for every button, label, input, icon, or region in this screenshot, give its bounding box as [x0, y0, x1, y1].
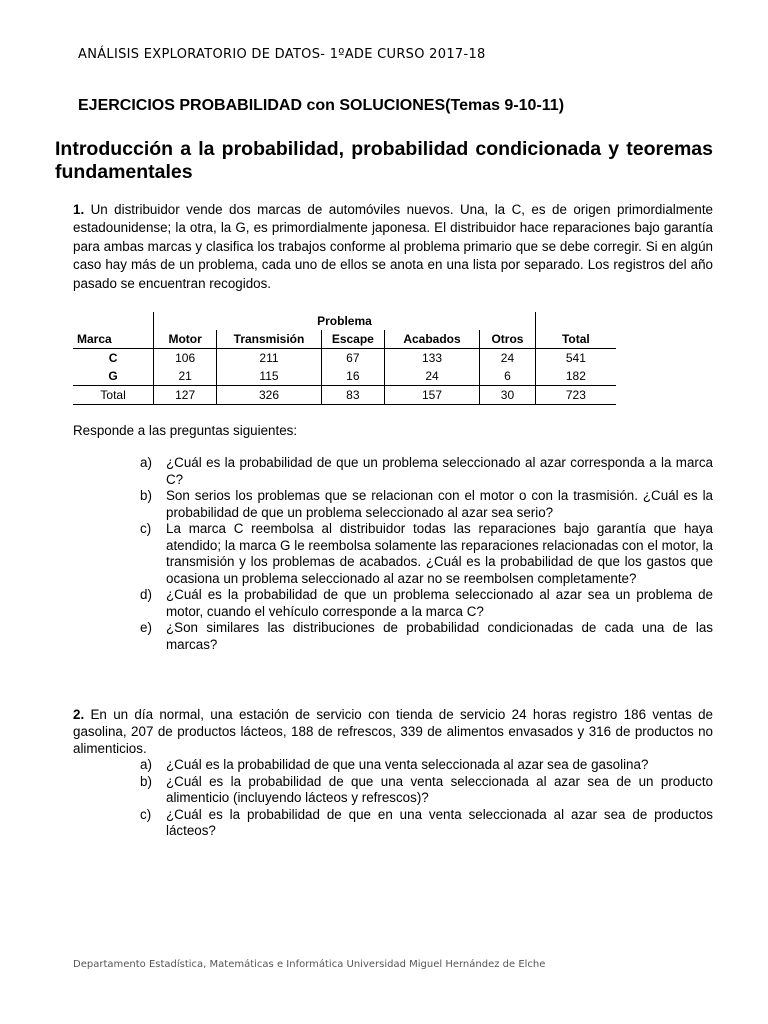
row-label: G [108, 369, 118, 383]
question-item [140, 774, 713, 807]
question-label: a) [140, 455, 152, 470]
question-item [140, 488, 713, 521]
exercise-1-instruction: Responde a las preguntas siguientes: [73, 423, 298, 438]
problems-table [73, 312, 616, 405]
row-label: C [108, 351, 118, 365]
question-text: ¿Cuál es la probabilidad de que una venta seleccionada al azar sea de gasolina? [166, 757, 649, 772]
table-cell: 30 [480, 386, 536, 405]
exercise-1-number: 1. [73, 202, 85, 217]
column-header: Motor [154, 330, 217, 349]
row-label: Total [73, 386, 154, 405]
question-label: c) [140, 806, 152, 822]
document-title: EJERCICIOS PROBABILIDAD con SOLUCIONES(Temas 9-10-11) [78, 97, 565, 114]
table-total-row [73, 386, 616, 405]
question-text: ¿Cuál es la probabilidad de que un problema seleccionado al azar sea un problema de motor, cuando el vehículo corresponde a la marca C? [166, 587, 713, 619]
question-text: Son serios los problemas que se relacionan con el motor o con la trasmisión. ¿Cuál es la probabilidad de que un problema seleccionado al azar sea serio? [166, 488, 713, 520]
column-header: Otros [480, 330, 536, 349]
table-cell: 723 [535, 386, 616, 405]
table-cell: 157 [384, 386, 479, 405]
question-item [140, 521, 713, 587]
column-header: Acabados [384, 330, 479, 349]
table-cell: 115 [217, 367, 322, 386]
table-cell: 182 [535, 367, 616, 386]
question-item [140, 587, 713, 620]
exercise-1-statement [73, 201, 713, 293]
question-item [140, 620, 713, 653]
table-cell: 67 [321, 349, 384, 368]
question-label: c) [140, 521, 152, 536]
question-item [140, 757, 713, 774]
table-cell: 326 [217, 386, 322, 405]
page-footer: Departamento Estadística, Matemáticas e Informática Universidad Miguel Hernández de Elche [73, 959, 546, 970]
question-item [140, 455, 713, 488]
table-cell: 24 [480, 349, 536, 368]
exercise-1-text: Un distribuidor vende dos marcas de automóviles nuevos. Una, la C, es de origen primordialmente estadounidense; la otra, la G, es primordialmente japonesa. El distribuidor hace reparaciones bajo garantía para ambas marcas y clasifica los trabajos conforme al problema primario que se debe corregir. Si en algún caso hay más de un problema, cada uno de ellos se anota en una lista por separado. Los registros del año pasado se encuentran recogidos. [73, 202, 713, 291]
question-label: e) [140, 620, 152, 635]
section-title: Introducción a la probabilidad, probabilidad condicionada y teoremas fundamentales [55, 138, 713, 183]
exercise-2-questions [140, 757, 713, 840]
exercise-2-statement [73, 706, 713, 757]
question-text: ¿Cuál es la probabilidad de que una venta seleccionada al azar sea de un producto alimenticio (incluyendo lácteos y refrescos)? [166, 773, 713, 805]
question-label: b) [140, 488, 152, 503]
column-header: Marca [73, 330, 154, 349]
column-header: Escape [321, 330, 384, 349]
exercise-1-questions [140, 455, 713, 653]
table-cell: 21 [154, 367, 217, 386]
table-row [73, 349, 616, 368]
question-item [140, 807, 713, 840]
table-cell: 127 [154, 386, 217, 405]
table-cell: 541 [535, 349, 616, 368]
question-text: ¿Cuál es la probabilidad de que en una venta seleccionada al azar sea de productos lácteos? [166, 806, 713, 838]
column-header: Total [535, 330, 616, 349]
table-cell: 133 [384, 349, 479, 368]
table-cell: 83 [321, 386, 384, 405]
question-label: b) [140, 773, 152, 789]
table-group-header: Problema [154, 312, 536, 330]
table-cell: 24 [384, 367, 479, 386]
column-header: Transmisión [217, 330, 322, 349]
question-text: ¿Son similares las distribuciones de probabilidad condicionadas de cada una de las marcas? [166, 620, 713, 652]
question-label: d) [140, 587, 152, 602]
question-text: ¿Cuál es la probabilidad de que un problema seleccionado al azar corresponda a la marca C? [166, 455, 713, 487]
exercise-2-number: 2. [73, 707, 85, 722]
question-label: a) [140, 757, 152, 772]
exercise-2-text: En un día normal, una estación de servicio con tienda de servicio 24 horas registro 186 ventas de gasolina, 207 de productos lácteos, 188 de refrescos, 339 de alimentos envasados y 316 de productos no alimenticios. [73, 707, 713, 756]
table-cell: 106 [154, 349, 217, 368]
table-cell: 211 [217, 349, 322, 368]
question-text: La marca C reembolsa al distribuidor todas las reparaciones bajo garantía que haya atendido; la marca G le reembolsa solamente las reparaciones relacionadas con el motor, la transmisión y los problemas de acabados. ¿Cuál es la probabilidad de que los gastos que ocasiona un problema seleccionado al azar no se reembolsen completamente? [166, 521, 713, 586]
table-cell: 6 [480, 367, 536, 386]
table-cell: 16 [321, 367, 384, 386]
table-row [73, 367, 616, 386]
running-header: ANÁLISIS EXPLORATORIO DE DATOS- 1ºADE CURSO 2017-18 [78, 47, 486, 62]
